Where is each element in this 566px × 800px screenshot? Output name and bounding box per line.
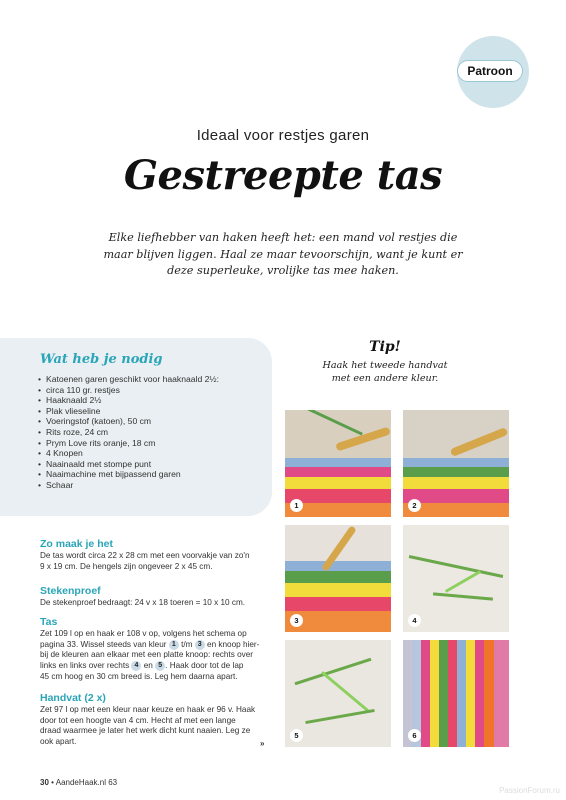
intro-line: Elke liefhebber van haken heeft het: een mand vol restjes die bbox=[108, 231, 458, 244]
section-title: Handvat (2 x) bbox=[40, 692, 106, 704]
tip-text bbox=[290, 359, 480, 385]
intro-line: maar blijven liggen. Haal ze maar tevoorschijn, want je kunt er bbox=[103, 247, 463, 261]
body-line bbox=[40, 640, 272, 651]
body-text: pagina 33. Wissel steeds van kleur bbox=[40, 639, 167, 649]
list-item: • Haaknaald 2½ bbox=[38, 395, 266, 406]
materials-list bbox=[38, 374, 266, 491]
section-title: Zo maak je het bbox=[40, 538, 113, 550]
section-handle bbox=[40, 692, 272, 747]
step-number-badge: 1 bbox=[169, 640, 179, 650]
photo-number: 1 bbox=[290, 499, 303, 512]
step-photo-4 bbox=[403, 525, 509, 632]
body-text: . Haak door tot de lap bbox=[165, 661, 244, 671]
body-line: draad waarmee je later het werk dicht kunt naaien. Leg ze bbox=[40, 726, 251, 736]
photo-number: 4 bbox=[408, 614, 421, 627]
body-line: ook apart. bbox=[40, 736, 77, 746]
tip-line: Haak het tweede handvat bbox=[322, 360, 448, 371]
step-photo-1 bbox=[285, 410, 391, 517]
list-item: • 4 Knopen bbox=[38, 448, 266, 459]
step-photo-3 bbox=[285, 525, 391, 632]
list-item: • Prym Love rits oranje, 18 cm bbox=[38, 438, 266, 449]
intro-text bbox=[95, 230, 471, 280]
body-line: Zet 97 l op met een kleur naar keuze en haak er 96 v. Haak bbox=[40, 705, 256, 714]
section-title: Stekenproef bbox=[40, 585, 101, 597]
body-text: links en links over rechts bbox=[40, 661, 130, 671]
section-title: Tas bbox=[40, 616, 58, 628]
body-text: en knoop hier- bbox=[207, 639, 260, 649]
watermark: PassionForum.ru bbox=[499, 786, 560, 795]
section-body bbox=[40, 551, 272, 572]
step-number-badge: 4 bbox=[131, 661, 141, 671]
footer-source: AandeHaak.nl 63 bbox=[55, 778, 118, 787]
body-line: Zet 109 l op en haak er 108 v op, volgens het schema op bbox=[40, 629, 247, 638]
body-line: 9 x 19 cm. De hengels zijn ongeveer 2 x 45 cm. bbox=[40, 561, 213, 571]
list-item: • Voeringstof (katoen), 50 cm bbox=[38, 416, 266, 427]
step-photo-6 bbox=[403, 640, 509, 747]
photo-number: 6 bbox=[408, 729, 421, 742]
section-body bbox=[40, 629, 272, 682]
photo-number: 3 bbox=[290, 614, 303, 627]
page-title: Gestreepte tas bbox=[123, 152, 443, 199]
list-item: • Schaar bbox=[38, 480, 266, 491]
body-line: door tot een hoogte van 4 cm. Hecht af met een lange bbox=[40, 715, 236, 725]
step-photo-5 bbox=[285, 640, 391, 747]
list-item: • Rits roze, 24 cm bbox=[38, 427, 266, 438]
body-line: bij de kleuren aan elkaar met een platte knoop: rechts over bbox=[40, 650, 254, 660]
page-footer bbox=[40, 778, 117, 787]
continue-arrow: » bbox=[260, 739, 265, 748]
section-body bbox=[40, 598, 272, 609]
pattern-badge bbox=[457, 36, 563, 102]
badge-label: Patroon bbox=[457, 60, 523, 82]
footer-separator: • bbox=[51, 778, 54, 787]
intro-line: deze superleuke, vrolijke tas mee haken. bbox=[167, 264, 399, 277]
list-item: • Naainaald met stompe punt bbox=[38, 459, 266, 470]
page-kicker: Ideaal voor restjes garen bbox=[196, 127, 370, 144]
body-text: en bbox=[143, 661, 153, 671]
body-line: De stekenproef bedraagt: 24 v x 18 toeren = 10 x 10 cm. bbox=[40, 598, 246, 607]
body-line bbox=[40, 661, 272, 672]
list-item: • Katoenen garen geschikt voor haaknaald 2½: bbox=[38, 374, 266, 385]
list-item: • Naaimachine met bijpassend garen bbox=[38, 469, 266, 480]
step-photo-2 bbox=[403, 410, 509, 517]
section-bag bbox=[40, 616, 272, 682]
tip-title: Tip! bbox=[369, 339, 401, 355]
materials-title: Wat heb je nodig bbox=[40, 352, 163, 367]
step-number-badge: 3 bbox=[195, 640, 205, 650]
list-item: • Plak vlieseline bbox=[38, 406, 266, 417]
body-line: 45 cm hoog en 30 cm breed is. Leg hem daarna apart. bbox=[40, 671, 238, 681]
list-item: • circa 110 gr. restjes bbox=[38, 385, 266, 396]
body-line: De tas wordt circa 22 x 28 cm met een voorvakje van zo'n bbox=[40, 551, 250, 560]
photo-number: 5 bbox=[290, 729, 303, 742]
step-number-badge: 5 bbox=[155, 661, 165, 671]
tip-line: met een andere kleur. bbox=[331, 373, 439, 384]
photo-number: 2 bbox=[408, 499, 421, 512]
section-gauge bbox=[40, 585, 272, 609]
section-make bbox=[40, 538, 272, 572]
section-body bbox=[40, 705, 272, 747]
body-text: t/m bbox=[181, 639, 193, 649]
page-number: 30 bbox=[40, 778, 49, 787]
